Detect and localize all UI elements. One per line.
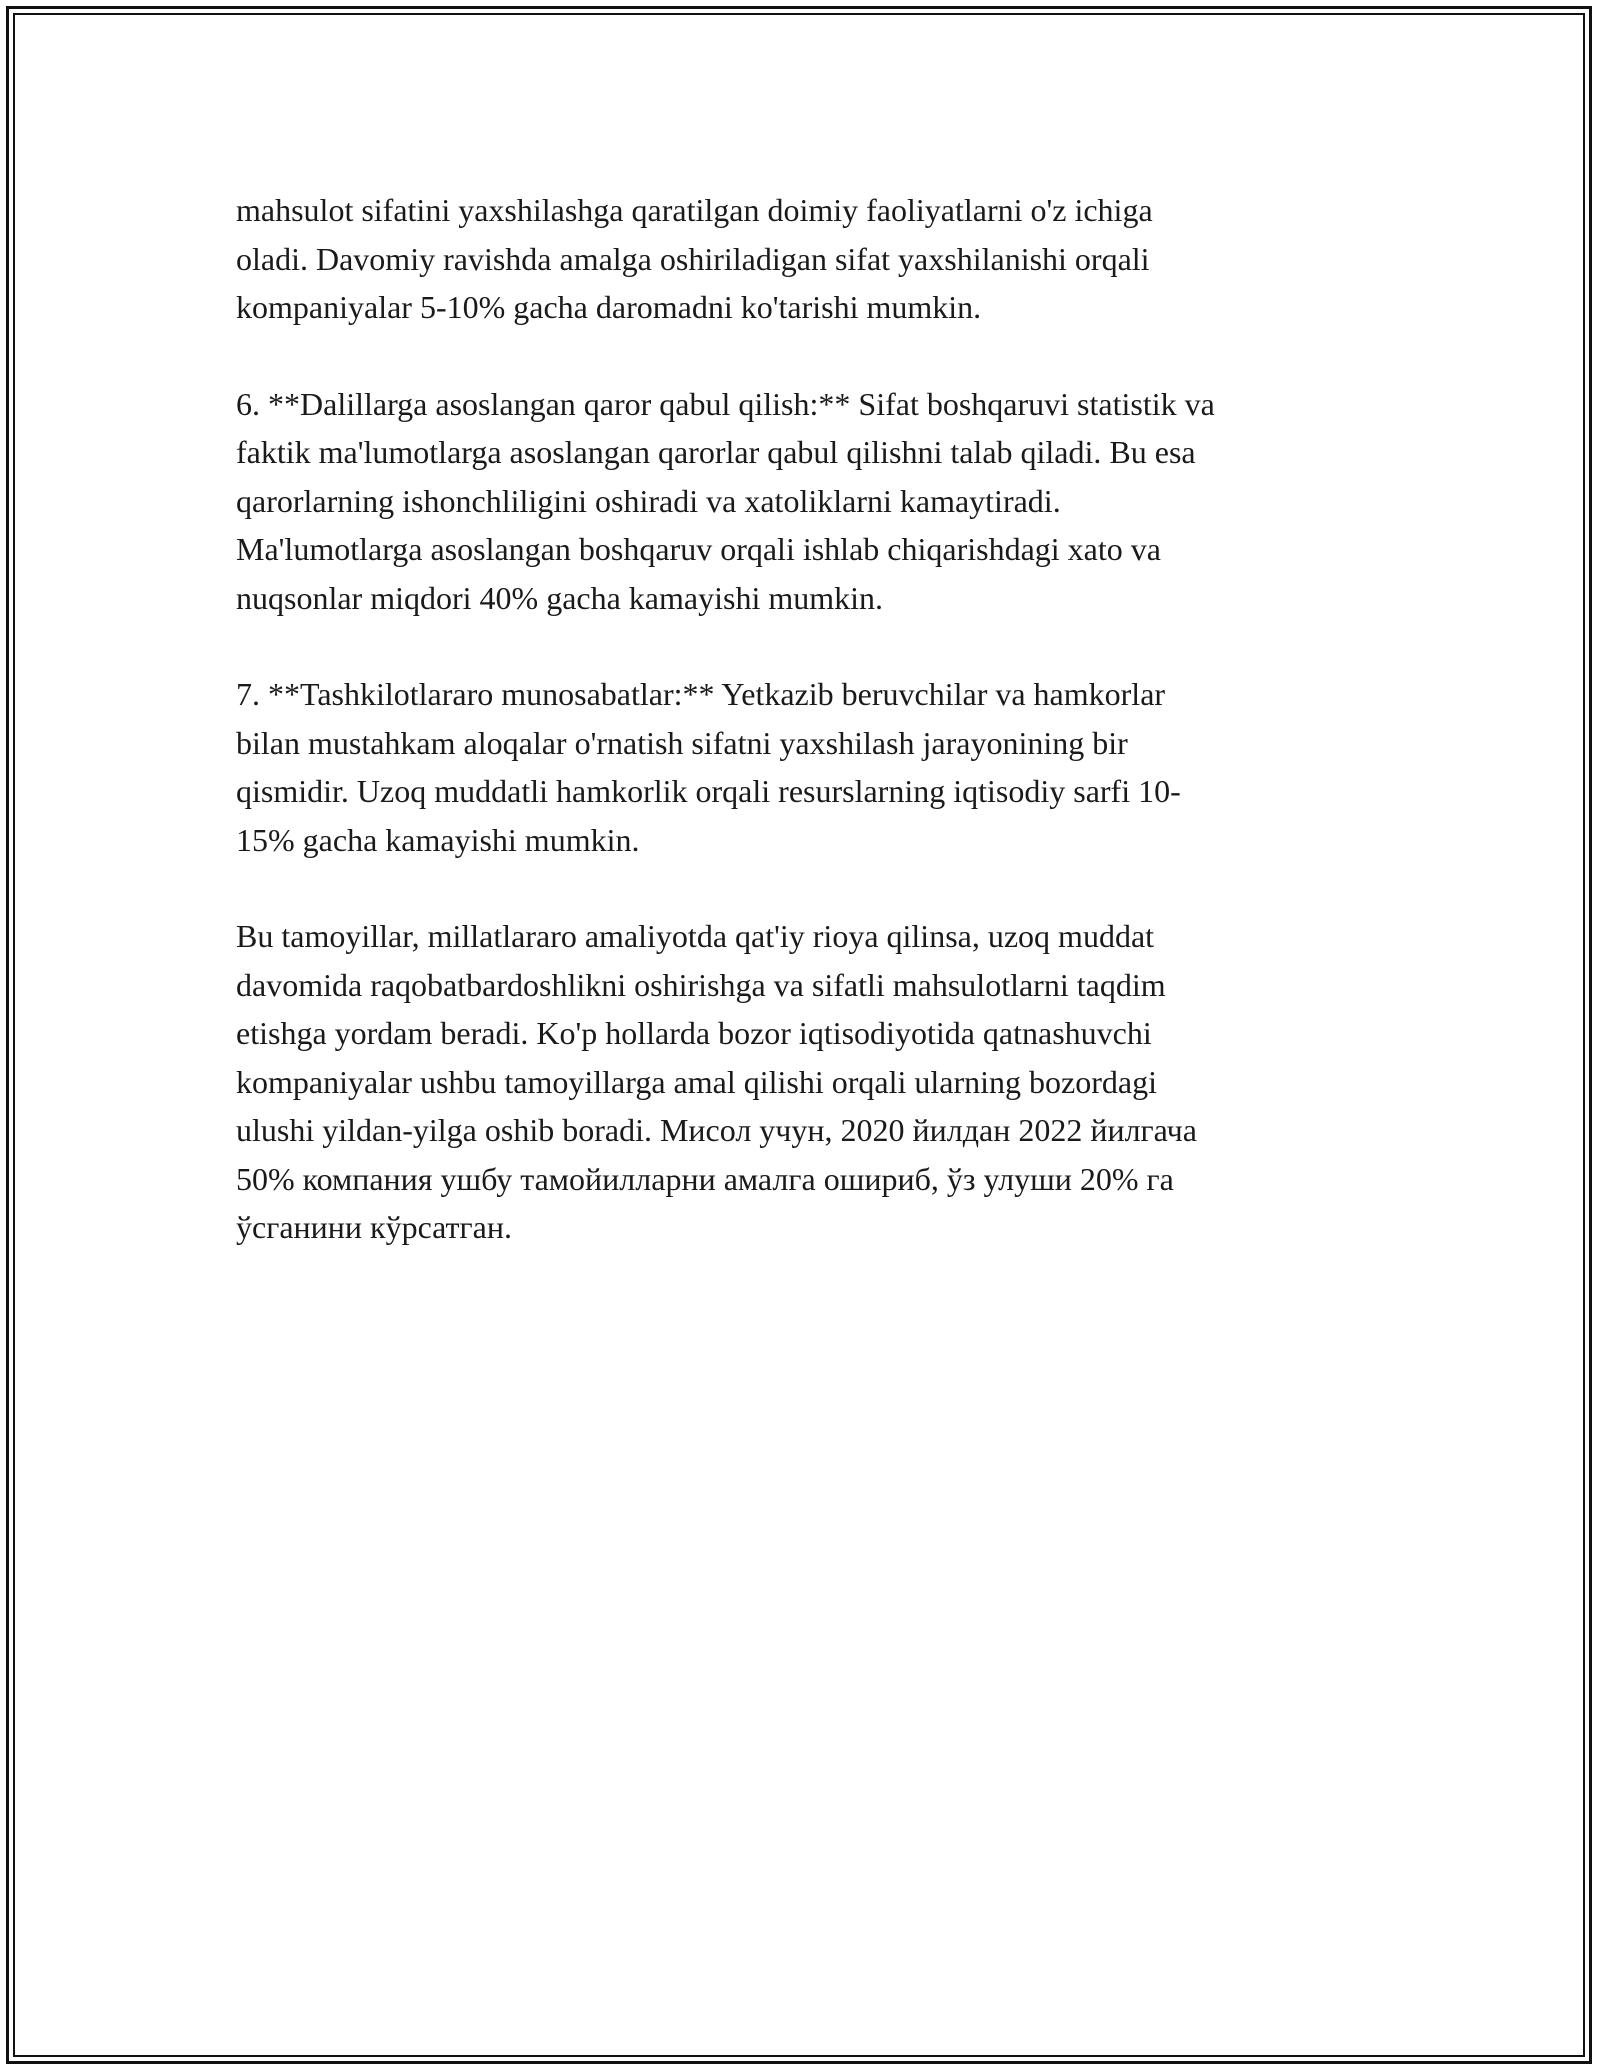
text-line: bilan mustahkam aloqalar o'rnatish sifatni yaxshilash jarayonining bir (236, 724, 1128, 761)
text-line: kompaniyalar ushbu tamoyillarga amal qilishi orqali ularning bozordagi (236, 1063, 1157, 1100)
text-line: nuqsonlar miqdori 40% gacha kamayishi mumkin. (236, 579, 883, 616)
text-line: mahsulot sifatini yaxshilashga qaratilgan doimiy faoliyatlarni o'z ichiga (236, 192, 1153, 228)
text-line: ўсганини кўрсатган. (236, 1209, 512, 1245)
paragraph-item-7 (236, 670, 1366, 864)
paragraph-item-6 (236, 380, 1366, 623)
text-line: etishga yordam beradi. Ko'p hollarda bozor iqtisodiyotida qatnashuvchi (236, 1015, 1152, 1051)
text-line: 50% компания ушбу тамойилларни амалга ошириб, ўз улуши 20% га (236, 1160, 1174, 1197)
text-line: davomida raqobatbardoshlikni oshirishga va sifatli mahsulotlarni taqdim (236, 966, 1166, 1003)
text-line: ulushi yildan-yilga oshib boradi. Мисол учун, 2020 йилдан 2022 йилгача (236, 1112, 1197, 1148)
text-line: qismidir. Uzoq muddatli hamkorlik orqali resurslarning iqtisodiy sarfi 10- (236, 773, 1181, 809)
text-line: 7. **Tashkilotlararo munosabatlar:** Yetkazib beruvchilar va hamkorlar (236, 676, 1166, 712)
text-line: 6. **Dalillarga asoslangan qaror qabul qilish:** Sifat boshqaruvi statistik va (236, 385, 1215, 422)
paragraph-continuation (236, 186, 1366, 332)
document-body (236, 186, 1366, 1300)
text-line: oladi. Davomiy ravishda amalga oshiriladigan sifat yaxshilanishi orqali (236, 240, 1150, 277)
paragraph-conclusion (236, 912, 1366, 1252)
text-line: kompaniyalar 5-10% gacha daromadni ko'tarishi mumkin. (236, 289, 982, 325)
text-line: Bu tamoyillar, millatlararo amaliyotda qat'iy rioya qilinsa, uzoq muddat (236, 918, 1155, 954)
text-line: 15% gacha kamayishi mumkin. (236, 821, 640, 858)
text-line: faktik ma'lumotlarga asoslangan qarorlar qabul qilishni talab qiladi. Bu esa (236, 434, 1196, 470)
text-line: Ma'lumotlarga asoslangan boshqaruv orqali ishlab chiqarishdagi xato va (236, 531, 1161, 567)
text-line: qarorlarning ishonchliligini oshiradi va xatoliklarni kamaytiradi. (236, 482, 1061, 519)
